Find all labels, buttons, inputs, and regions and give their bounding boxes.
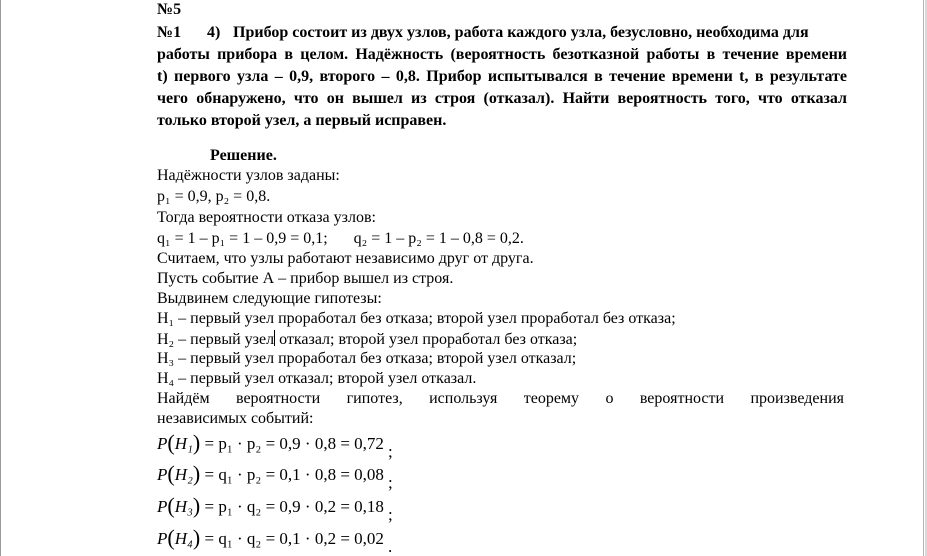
formula-h2[interactable]: P(H₂) = q₁ · p₂ = 0,1 · 0,8 = 0,08 ; (157, 461, 393, 492)
text-find-prob-2[interactable]: независимых событий: (157, 410, 314, 427)
text-q-values[interactable] (157, 230, 524, 248)
formula-rhs: = p₁ · p₂ = 0,9 · 0,8 = 0,72 (204, 434, 384, 453)
formula-rhs: = q₁ · q₂ = 0,1 · 0,2 = 0,02 (204, 529, 384, 548)
task-line-5: только второй узел, а первый исправен. (157, 112, 447, 129)
text-reliability-given[interactable]: Надёжности узлов заданы: (157, 167, 340, 184)
formula-h3[interactable]: P(H₃) = p₁ · q₂ = 0,9 · 0,2 = 0,18 ; (157, 493, 393, 524)
formula-end: . (387, 537, 393, 556)
text-q2: q₂ = 1 – p₂ = 1 – 0,8 = 0,2. (353, 230, 524, 247)
task-line-3: t) первого узла – 0,9, второго – 0,8. Прибор испытывался в течение времени t, в результате (157, 68, 847, 85)
text-p-values[interactable]: p₁ = 0,9, p₂ = 0,8. (157, 188, 271, 205)
text-then-failure[interactable]: Тогда вероятности отказа узлов: (157, 209, 376, 226)
formula-end: ; (387, 442, 393, 461)
text-h2-part-a: H₂ – первый узел (157, 331, 275, 348)
text-event-a[interactable]: Пусть событие А – прибор вышел из строя. (157, 270, 454, 287)
formula-p: P (157, 497, 168, 516)
formula-rhs: = q₁ · p₂ = 0,1 · 0,8 = 0,08 (204, 465, 384, 484)
task-number: №1 (157, 24, 182, 41)
formula-hypothesis: H₃ (174, 497, 193, 516)
page-border-right-inner (923, 0, 924, 556)
formula-p: P (157, 465, 168, 484)
text-h2[interactable] (157, 330, 577, 349)
formula-p: P (157, 529, 168, 548)
text-h4[interactable]: H₄ – первый узел отказал; второй узел отказал. (157, 370, 477, 387)
formula-end: ; (387, 473, 393, 492)
text-h2-part-b: отказал; второй узел проработал без отказа; (275, 331, 578, 348)
task-item-number: 4) (207, 24, 221, 41)
formula-hypothesis: H₁ (174, 434, 193, 453)
text-h1[interactable]: H₁ – первый узел проработал без отказа; второй узел проработал без отказа; (157, 310, 676, 327)
solution-title: Решение. (210, 147, 277, 164)
formula-rhs: = p₁ · q₂ = 0,9 · 0,2 = 0,18 (204, 497, 384, 516)
formula-p: P (157, 434, 168, 453)
formula-hypothesis: H₂ (174, 465, 193, 484)
task-line-4: чего обнаружено, что он вышел из строя (отказал). Найти вероятность того, что отказал (157, 90, 847, 107)
formula-end: ; (387, 505, 393, 524)
text-hypotheses-intro[interactable]: Выдвинем следующие гипотезы: (157, 290, 382, 307)
text-q1: q₁ = 1 – p₁ = 1 – 0,9 = 0,1; (157, 230, 328, 247)
text-independent[interactable]: Считаем, что узлы работают независимо друг от друга. (157, 250, 534, 267)
formula-h1[interactable]: P(H₁) = p₁ · p₂ = 0,9 · 0,8 = 0,72 ; (157, 430, 393, 461)
text-find-prob-1[interactable]: Найдём вероятности гипотез, используя теорему о вероятности произведения (157, 390, 844, 407)
text-h3[interactable]: H₃ – первый узел проработал без отказа; второй узел отказал; (157, 350, 577, 367)
page-border-left (0, 0, 1, 556)
task-line-1 (157, 22, 847, 44)
task-line-2: работы прибора в целом. Надёжность (вероятность безотказной работы в течение времени (157, 46, 847, 63)
task-text-1: Прибор состоит из двух узлов, работа каждого узла, безусловно, необходима для (233, 24, 809, 41)
formula-h4[interactable]: P(H₄) = q₁ · q₂ = 0,1 · 0,2 = 0,02 . (157, 525, 393, 556)
formula-hypothesis: H₄ (174, 529, 193, 548)
section-number: №5 (157, 1, 182, 18)
task-statement[interactable] (157, 22, 847, 132)
